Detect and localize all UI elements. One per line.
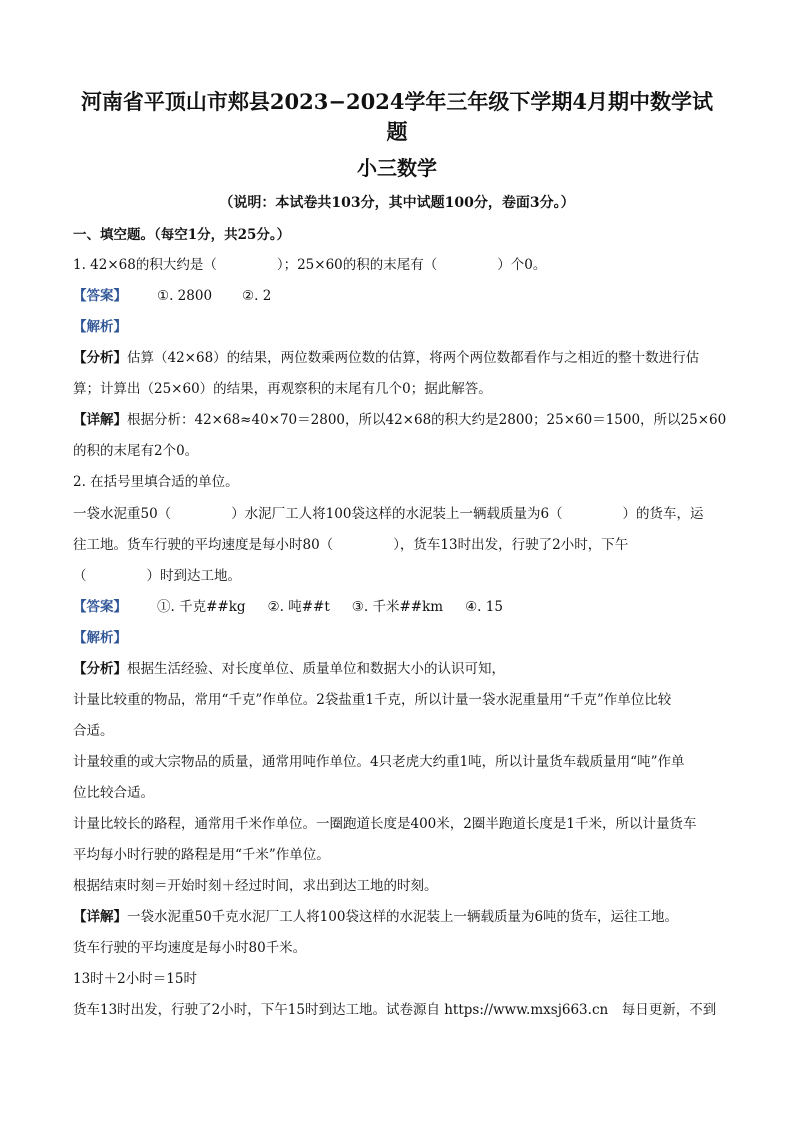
analysis-paragraph: 根据结束时刻＝开始时刻＋经过时间，求出到达工地的时刻。 [73, 878, 438, 894]
analysis-paragraph: 计量比较长的路程，通常用千米作单位。一圈跑道长度是400米，2圈半跑道长度是1千米，所以计量货车 [73, 816, 697, 832]
question-1-analysis-cont: 算；计算出（25×60）的结果，再观察积的末尾有几个0；据此解答。 [73, 381, 492, 397]
question-2-detail: 【详解】一袋水泥重50千克水泥厂工人将100袋这样的水泥装上一辆载质量为6吨的货车，运往工地。 [73, 909, 679, 925]
question-2-detail-cont: 货车行驶的平均速度是每小时80千米。 [73, 940, 307, 956]
question-2-line-1: 一袋水泥重50（ ）水泥厂工人将100袋这样的水泥装上一辆载质量为6（ ）的货车，运 [73, 506, 704, 522]
question-1-answer: 【答案】 ①. 2800 ②. 2 [73, 288, 272, 304]
question-2-line-3: （ ）时到达工地。 [73, 568, 241, 584]
question-2-analysis: 【分析】根据生活经验、对长度单位、质量单位和数据大小的认识可知， [73, 661, 505, 677]
analysis-paragraph: 平均每小时行驶的路程是用“千米”作单位。 [73, 847, 330, 863]
question-1-detail-cont: 的积的末尾有2个0。 [73, 443, 199, 459]
analysis-paragraph: 计量较重的或大宗物品的质量，通常用吨作单位。4只老虎大约重1吨，所以计量货车载质量用“吨”作单 [73, 754, 685, 770]
question-1-detail: 【详解】根据分析：42×68≈40×70＝2800，所以42×68的积大约是2800；25×60＝1500，所以25×60 [73, 412, 727, 428]
question-1-analysis: 【分析】估算（42×68）的结果，两位数乘两位数的估算，将两个两位数都看作与之相近的整十数进行估 [73, 350, 700, 366]
page-title: 河南省平顶山市郏县2023−2024学年三年级下学期4月期中数学试 [80, 89, 714, 114]
question-1-stem: 1. 42×68的积大约是（ ）；25×60的积的末尾有（ ）个0。 [73, 257, 547, 273]
question-2-line-2: 往工地。货车行驶的平均速度是每小时80（ ），货车13时出发，行驶了2小时，下午 [73, 537, 629, 553]
question-2-answer: 【答案】 ①. 千克##kg ②. 吨##t ③. 千米##km ④. 15 [73, 599, 503, 615]
page-title-continued: 题 [386, 119, 408, 144]
page-subtitle: 小三数学 [357, 156, 437, 180]
exam-note: （说明：本试卷共103分，其中试题100分，卷面3分。） [219, 195, 575, 211]
question-1-jiexi: 【解析】 [73, 319, 127, 335]
analysis-paragraph: 计量比较重的物品，常用“千克”作单位。2袋盐重1千克，所以计量一袋水泥重量用“千克”作单位比较 [73, 692, 672, 708]
analysis-paragraph: 合适。 [73, 723, 114, 739]
section-heading: 一、填空题。（每空1分，共25分。） [73, 227, 291, 243]
question-2-conclusion: 货车13时出发，行驶了2小时，下午15时到达工地。试卷源自 https://www.mxsj663.cn 每日更新，不到 [73, 1002, 717, 1018]
analysis-paragraph: 位比较合适。 [73, 785, 154, 801]
question-2-jiexi: 【解析】 [73, 630, 127, 646]
question-2-calculation: 13时＋2小时＝15时 [73, 971, 197, 987]
question-2-stem: 2. 在括号里填合适的单位。 [73, 474, 239, 490]
